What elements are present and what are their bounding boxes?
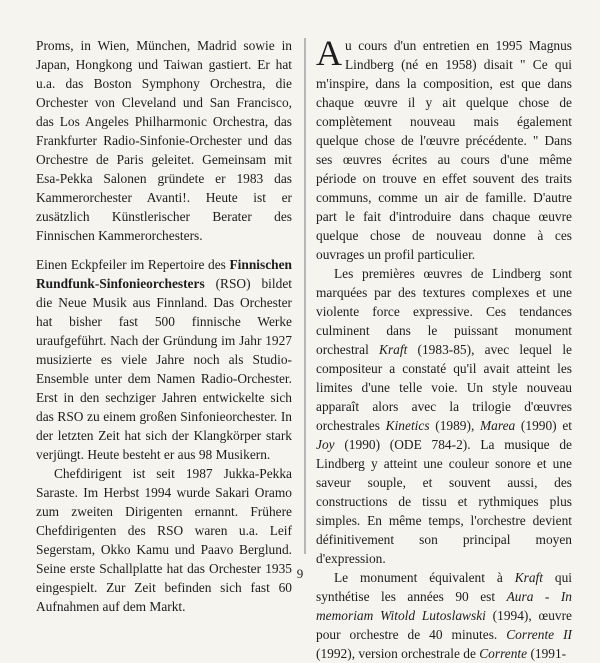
paragraph-chief-conductor: Chefdirigent ist seit 1987 Jukka-Pekka Saraste. Im Herbst 1994 wurde Sakari Oramo zum zweiten Dirigenten ernannt. Frühere Chefdirigenten des RSO waren u.a. Leif Segerstam, Okko Kamu und Paavo Berglund. Seine erste Schallplatte hat das Orchester 1935 eingespielt. Zur Zeit befinden sich fast 60 Aufnahmen auf dem Markt. — [36, 466, 292, 614]
page-number: 9 — [296, 566, 304, 581]
work-title: Corrente — [479, 646, 528, 661]
paragraph-rso-history — [36, 255, 292, 464]
text-run: u cours d'un entretien en 1995 Magnus Lindberg (né en 1958) disait " Ce qui m'inspire, dans la composition, est que dans chaque œuvre il y ait quelque chose de complètement nouveau mais également quelque chose de l'œuvre précédente. " Dans ses œuvres écrites au cours d'une même période on trouve en effet souvent des traits communs, comme un air de famille. D'autre part le fait d'introduire dans chaque œuvre quelque chose de nouveau donne à ces ouvrages un profil particulier. — [316, 38, 572, 262]
work-title: Corrente II — [506, 627, 572, 642]
drop-cap: A — [316, 33, 342, 73]
work-title: Kraft — [379, 342, 408, 357]
paragraph-conductor-bio: Proms, in Wien, München, Madrid sowie in Japan, Hongkong und Taiwan gastiert. Er hat u.a. das Boston Symphony Orchestra, die Orchester von Cleveland und San Francisco, das Los Angeles Philharmonic Orchestra, das Frankfurter Radio-Sinfonie-Orchester und das Orchestre de Paris geleitet. Gemeinsam mit Esa-Pekka Salonen gründete er 1983 das Kammerorchester Avanti!. Heute ist er zusätzlich Künstlerischer Berater des Finnischen Kammerorchesters. — [36, 38, 292, 243]
column-divider — [304, 38, 306, 554]
work-title: Kinetics — [385, 418, 430, 433]
text-run: (1992), version orchestrale de — [316, 646, 480, 661]
paragraph-lindberg-quote — [316, 33, 572, 264]
text-run: Le monument équivalent à — [334, 570, 515, 585]
text-run: (1994), œuvre pour orchestre de 40 minutes. — [316, 608, 572, 642]
text-run: (1990) et — [515, 418, 572, 433]
text-run: Les premières œuvres de Lindberg sont marquées par des textures complexes et une violente force expressive. Ces tendances culminent dans le puissant monument orchestral — [316, 266, 572, 357]
orchestra-name: Finnischen Rundfunk-Sinfonieorchesters — [36, 257, 292, 291]
text-run: (1989), — [429, 418, 481, 433]
text-run: qui synthétise les années 90 est — [316, 570, 572, 604]
text-run: (1990) (ODE 784-2). La musique de Lindberg y atteint une couleur sonore et une saveur souple, et souvent aussi, des constructions de tissu et rythmiques plus simples. En même temps, l'orchestre devient définitivement son principal moyen d'expression. — [316, 437, 572, 566]
paragraph-nineties-works — [316, 568, 572, 663]
work-title: Joy — [316, 437, 335, 452]
work-title: Kraft — [514, 570, 543, 585]
text-run: (RSO) bildet die Neue Musik aus Finnland. Das Orchester hat bisher fast 500 finnische Werke uraufgeführt. Nach der Gründung im Jahr 1927 musizierte es viele Jahre noch als Studio-Ensemble unter dem Namen Radio-Orchester. Erst in den sechziger Jahren entwickelte sich das RSO zu einem großen Sinfonieorchester. In der letzten Zeit hat sich der Klangkörper stark verjüngt. Heute besteht er aus 98 Musikern. — [36, 276, 292, 462]
text-run: (1983-85), avec lequel le compositeur a constaté qu'il avait atteint les limites d'une telle voie. Un style nouveau apparaît alors avec la trilogie d'œuvres orchestrales — [316, 342, 572, 433]
work-title: Aura - In memoriam Witold Lutoslawski — [316, 589, 572, 623]
text-run: Einen Eckpfeiler im Repertoire des — [36, 257, 230, 272]
paragraph-early-works — [316, 264, 572, 568]
work-title: Marea — [480, 418, 516, 433]
text-run: (1991- — [527, 646, 567, 661]
german-column — [36, 36, 292, 616]
